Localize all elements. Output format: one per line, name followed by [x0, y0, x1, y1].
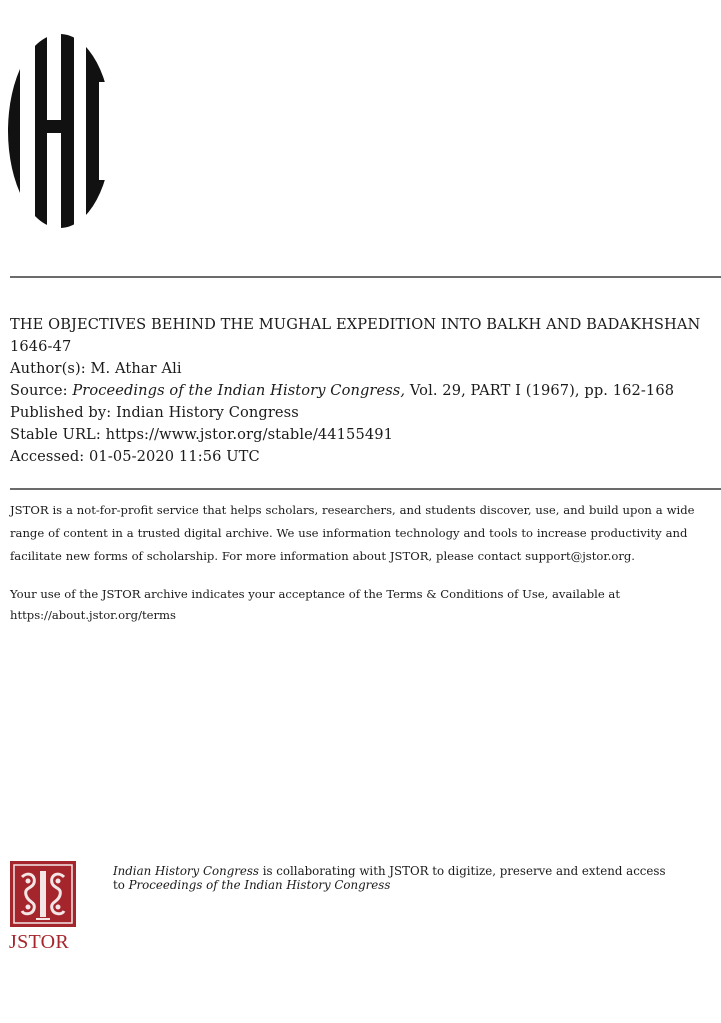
collab-text: is collaborating with JSTOR to digitize, preserve and extend access [258, 864, 666, 878]
author-label: Author(s): [10, 360, 91, 377]
terms-url-link[interactable]: https://about.jstor.org/terms [10, 608, 176, 622]
publisher-row [10, 402, 715, 424]
jstor-wordmark: JSTOR [9, 931, 70, 953]
collab-journal: Proceedings of the Indian History Congress [128, 878, 391, 892]
accessed-date: 01-05-2020 11:56 UTC [89, 448, 260, 465]
publisher-label: Published by: [10, 404, 116, 421]
article-title-line-2: 1646-47 [10, 338, 72, 355]
source-row [10, 380, 715, 402]
stable-url-label: Stable URL: [10, 426, 106, 443]
author-row [10, 358, 715, 380]
citation-block [10, 314, 715, 468]
terms-notice [10, 584, 714, 626]
notice-line-2: range of content in a trusted digital archive. We use information technology and tools to increase productivity and [10, 526, 688, 540]
jstor-seal-icon [10, 861, 76, 927]
article-title-line-1: THE OBJECTIVES BEHIND THE MUGHAL EXPEDITION INTO BALKH AND BADAKHSHAN [10, 316, 701, 333]
stable-url-row [10, 424, 715, 446]
terms-line-1: Your use of the JSTOR archive indicates your acceptance of the Terms & Conditions of Use, available at [10, 587, 620, 601]
source-details: Vol. 29, PART I (1967), pp. 162-168 [405, 382, 675, 399]
notice-line-3: facilitate new forms of scholarship. For more information about JSTOR, please contact support@jstor.org. [10, 549, 635, 563]
collaboration-note [113, 864, 713, 892]
source-journal: Proceedings of the Indian History Congress, [72, 382, 406, 399]
jstor-notice [10, 499, 714, 568]
top-divider [10, 276, 721, 278]
stable-url-link[interactable]: https://www.jstor.org/stable/44155491 [105, 426, 393, 443]
ihc-logo-icon [8, 34, 112, 228]
source-label: Source: [10, 382, 73, 399]
collab-publisher: Indian History Congress [113, 864, 259, 878]
middle-divider [10, 488, 721, 490]
collab-line-1 [113, 864, 713, 878]
notice-line-1: JSTOR is a not-for-profit service that helps scholars, researchers, and students discover, use, and build upon a wide [10, 503, 695, 517]
author-name: M. Athar Ali [90, 360, 182, 377]
collab-to: to [113, 878, 129, 892]
accessed-row [10, 446, 715, 468]
collab-line-2 [113, 878, 713, 892]
publisher-name: Indian History Congress [115, 404, 299, 421]
accessed-label: Accessed: [10, 448, 90, 465]
